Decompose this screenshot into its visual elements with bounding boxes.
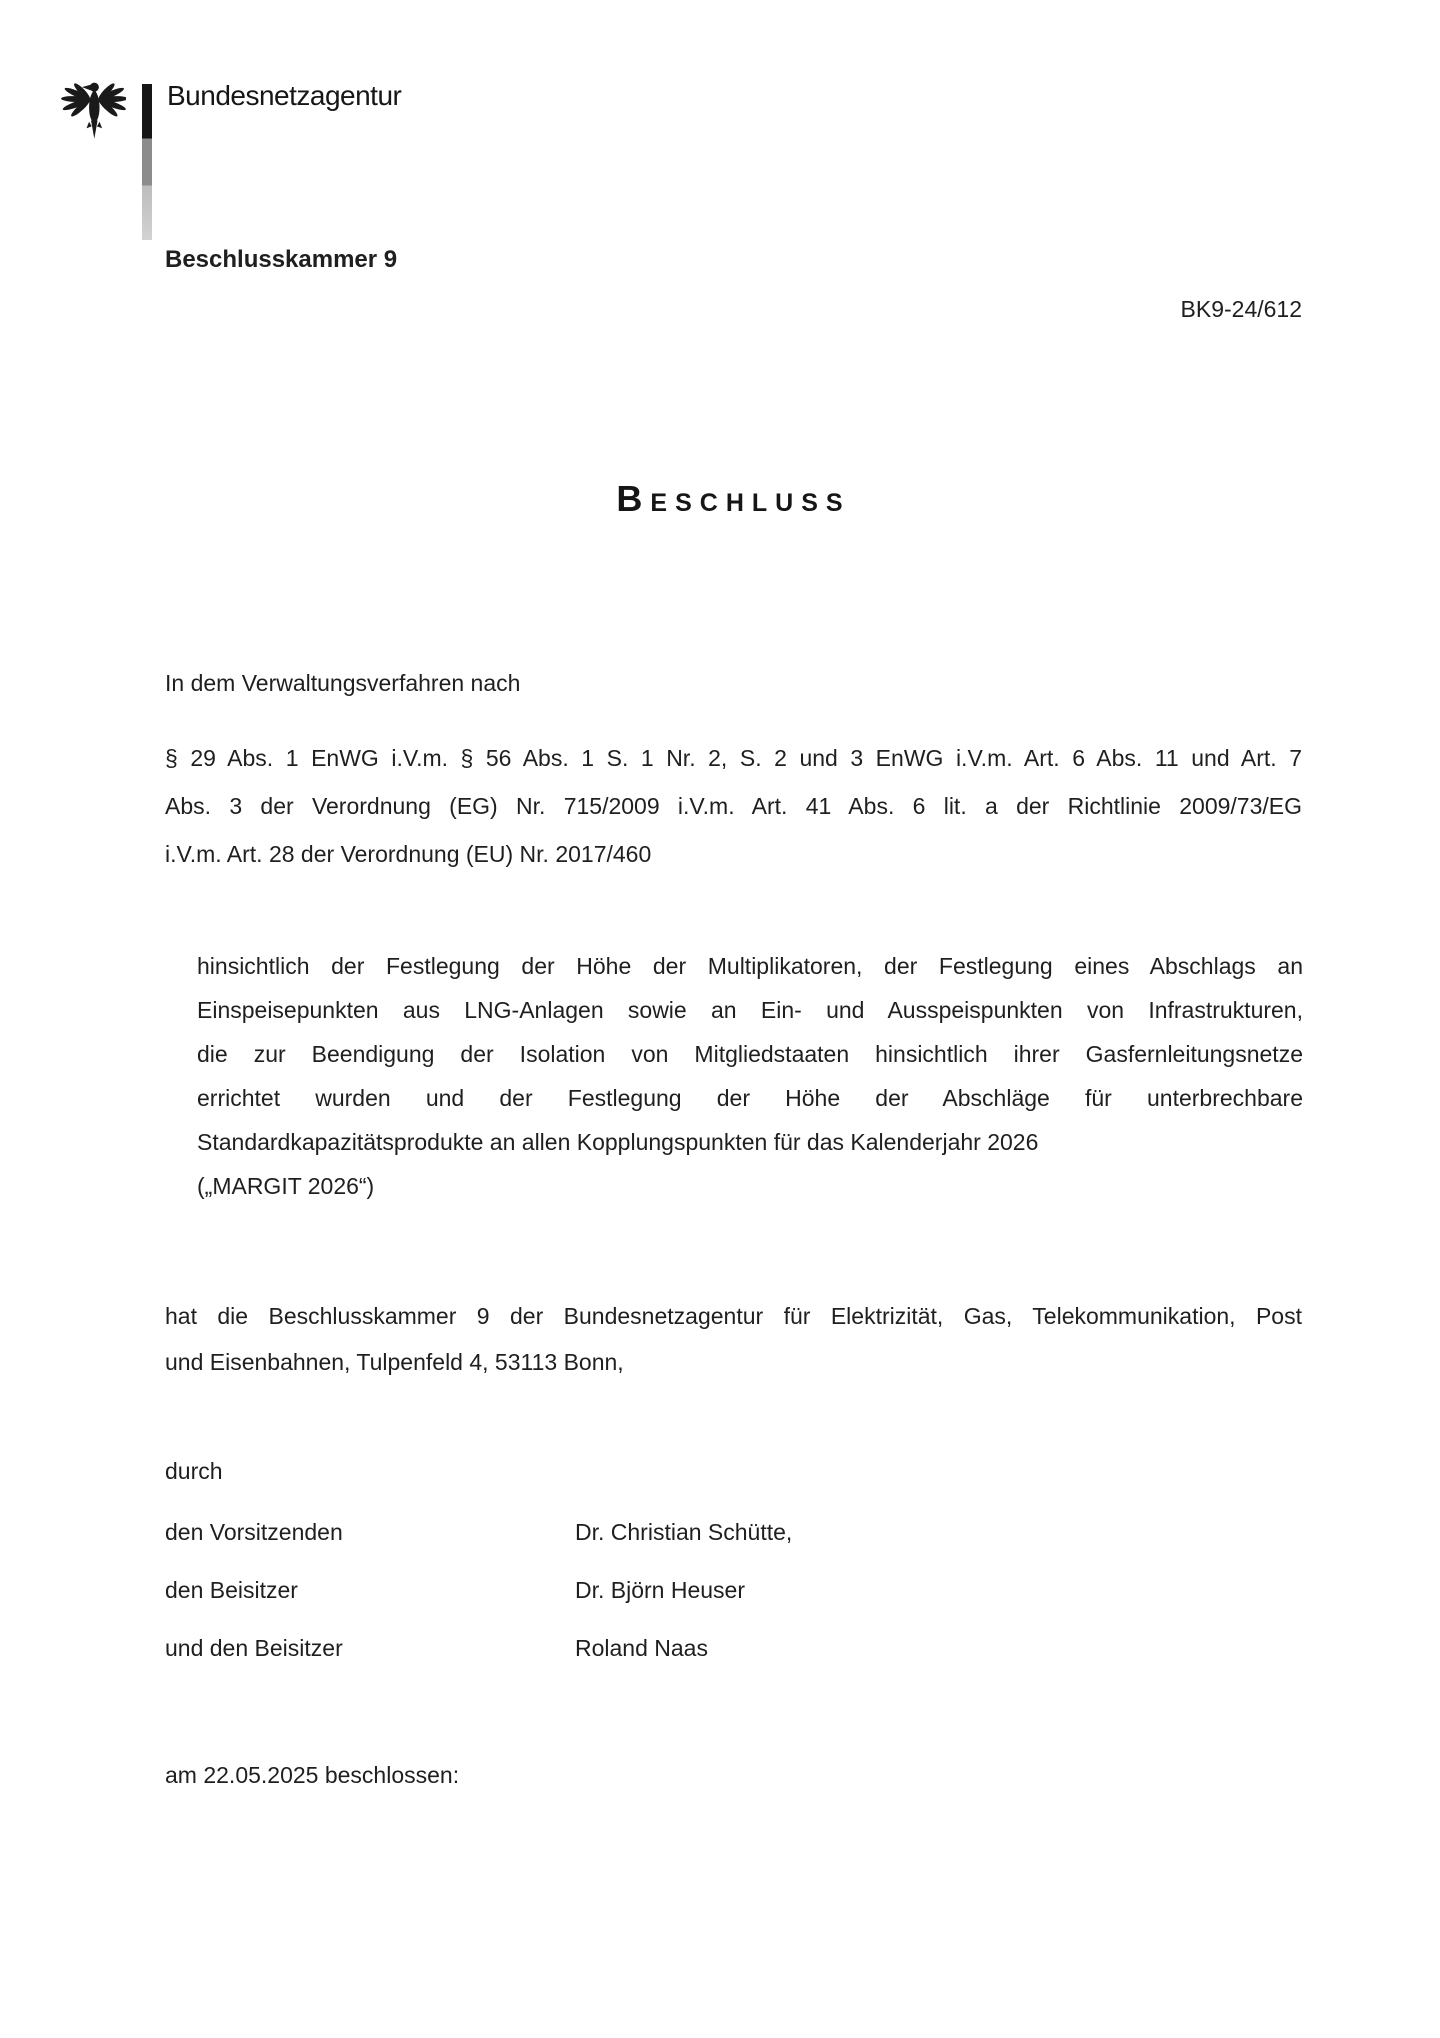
legal-basis-line: i.V.m. Art. 28 der Verordnung (EU) Nr. 2017/460 <box>165 841 652 867</box>
document-title: Beschluss <box>616 478 851 519</box>
subject-line: errichtet wurden und der Festlegung der Höhe der Abschläge für unterbrechbare <box>197 1085 1303 1111</box>
intro-text: In dem Verwaltungsverfahren nach <box>165 670 521 696</box>
decision-by-paragraph <box>165 1293 1302 1385</box>
subject-line: hinsichtlich der Festlegung der Höhe der Multiplikatoren, der Festlegung eines Abschlags an <box>197 953 1303 979</box>
durch-label: durch <box>165 1458 223 1484</box>
member-name: Dr. Björn Heuser <box>575 1577 746 1603</box>
federal-eagle-icon <box>60 80 126 142</box>
decision-date-line: am 22.05.2025 beschlossen: <box>165 1762 460 1788</box>
member-name: Roland Naas <box>575 1635 708 1661</box>
member-row <box>165 1576 1065 1604</box>
decision-by-line: und Eisenbahnen, Tulpenfeld 4, 53113 Bonn, <box>165 1349 624 1375</box>
member-role: den Vorsitzenden <box>165 1519 343 1545</box>
chamber-title: Beschlusskammer 9 <box>165 246 398 273</box>
agency-name: Bundesnetzagentur <box>167 80 402 111</box>
legal-basis-line: § 29 Abs. 1 EnWG i.V.m. § 56 Abs. 1 S. 1 Nr. 2, S. 2 und 3 EnWG i.V.m. Art. 6 Abs. 11 und Art. 7 <box>165 745 1302 771</box>
member-row <box>165 1518 1065 1546</box>
member-role: den Beisitzer <box>165 1577 298 1603</box>
margit-line: („MARGIT 2026“) <box>197 1173 375 1199</box>
member-role: und den Beisitzer <box>165 1635 343 1661</box>
decision-by-line: hat die Beschlusskammer 9 der Bundesnetzagentur für Elektrizität, Gas, Telekommunikation, Post <box>165 1303 1302 1329</box>
subject-line: die zur Beendigung der Isolation von Mitgliedstaaten hinsichtlich ihrer Gasfernleitungsnetze <box>197 1041 1303 1067</box>
members-table <box>165 1518 1065 1692</box>
logo-divider-bar <box>142 84 152 240</box>
file-number: BK9-24/612 <box>1180 296 1302 322</box>
legal-basis-paragraph <box>165 734 1302 878</box>
member-row <box>165 1634 1065 1662</box>
member-name: Dr. Christian Schütte, <box>575 1519 793 1545</box>
legal-basis-line: Abs. 3 der Verordnung (EG) Nr. 715/2009 i.V.m. Art. 41 Abs. 6 lit. a der Richtlinie 2009/73/EG <box>165 793 1302 819</box>
subject-line: Einspeisepunkten aus LNG-Anlagen sowie an Ein- und Ausspeispunkten von Infrastrukturen, <box>197 997 1303 1023</box>
subject-line: Standardkapazitätsprodukte an allen Kopplungspunkten für das Kalenderjahr 2026 <box>197 1129 1039 1155</box>
subject-paragraph <box>197 944 1303 1208</box>
